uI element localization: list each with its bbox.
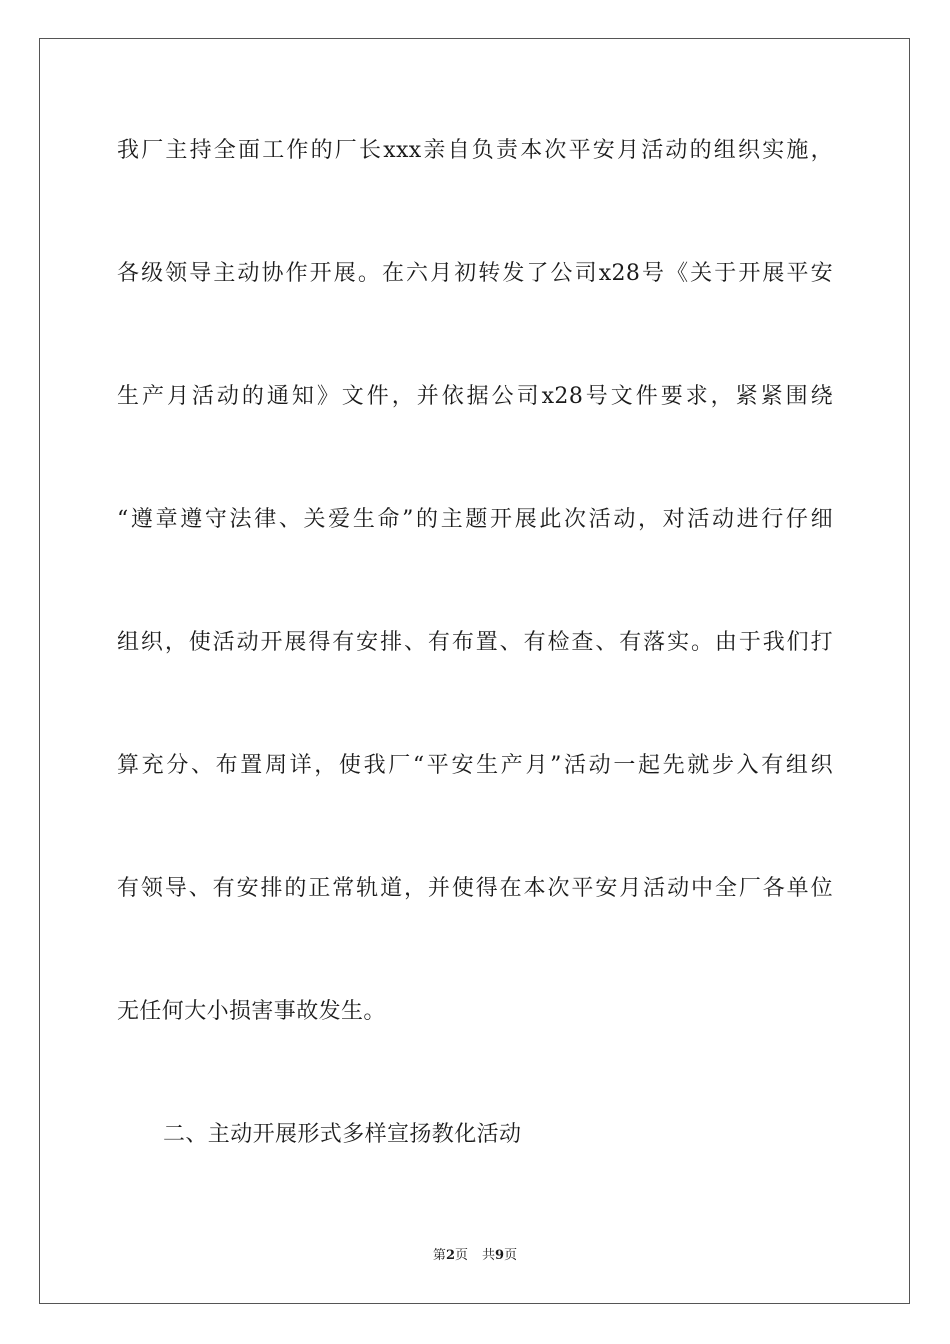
total-suffix: 页 <box>504 1248 518 1263</box>
section-heading: 二、主动开展形式多样宣扬教化活动 <box>163 1122 522 1147</box>
paragraph-line-7: 有领导、有安排的正常轨道，并使得在本次平安月活动中全厂各单位 <box>117 876 833 901</box>
total-prefix: 共 <box>482 1248 496 1263</box>
paragraph-line-6: 算充分、布置周详，使我厂“平安生产月”活动一起先就步入有组织 <box>117 753 833 778</box>
page-current: 2 <box>445 1248 455 1263</box>
paragraph-line-3: 生产月活动的通知》文件，并依据公司x28号文件要求，紧紧围绕 <box>117 384 833 409</box>
paragraph-line-8: 无任何大小损害事故发生。 <box>117 999 386 1024</box>
page-footer <box>0 1246 950 1266</box>
page-total: 9 <box>495 1248 505 1263</box>
page-suffix: 页 <box>454 1248 468 1263</box>
paragraph-line-1: 我厂主持全面工作的厂长xxx亲自负责本次平安月活动的组织实施， <box>117 138 833 163</box>
paragraph-line-5: 组织，使活动开展得有安排、有布置、有检查、有落实。由于我们打 <box>117 630 833 655</box>
page-prefix: 第 <box>432 1248 446 1263</box>
paragraph-line-2: 各级领导主动协作开展。在六月初转发了公司x28号《关于开展平安 <box>117 261 833 286</box>
paragraph-line-4: “遵章遵守法律、关爱生命”的主题开展此次活动，对活动进行仔细 <box>117 507 833 532</box>
page-border <box>39 38 910 1304</box>
